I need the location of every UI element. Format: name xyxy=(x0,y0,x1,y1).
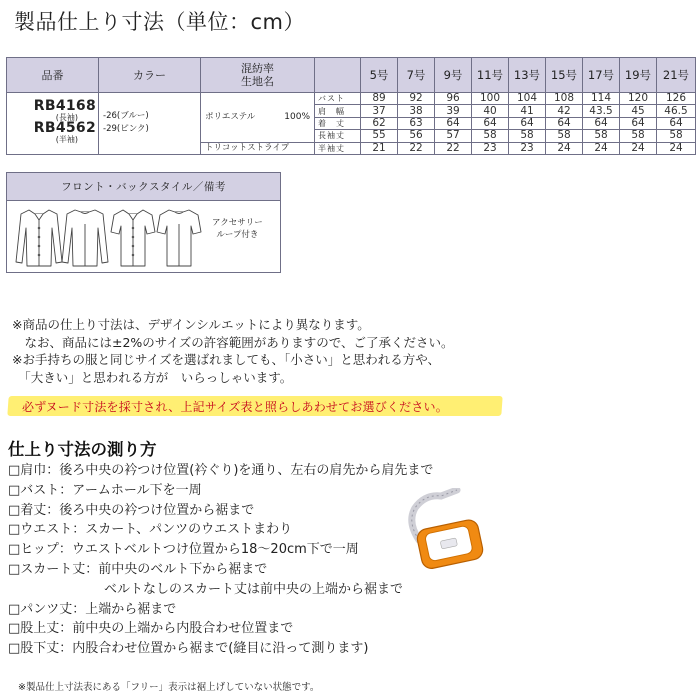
product-sub: (長袖) xyxy=(55,113,78,123)
size-value: 41 xyxy=(509,105,546,117)
size-header: 5号 xyxy=(361,58,398,93)
list-item: ベルトなしのスカート丈は前中央の上端から裾まで xyxy=(104,581,404,597)
size-value: 37 xyxy=(361,105,398,117)
accessory-note-line2: ループ付き xyxy=(216,230,259,240)
material-percent: 100% xyxy=(284,111,310,122)
product-code: RB4168 xyxy=(33,98,96,115)
size-value: 38 xyxy=(398,105,435,117)
measurement-guide-title: 仕上り寸法の測り方 xyxy=(8,440,157,459)
longsleeve-back-icon xyxy=(62,210,108,266)
material-name: ポリエステル xyxy=(205,111,256,122)
product-code: RB4562 xyxy=(33,120,96,137)
size-value: 92 xyxy=(398,93,435,105)
size-header: 7号 xyxy=(398,58,435,93)
note-line: ※お手持ちの服と同じサイズを選ばれましても、「小さい」と思われる方や、 xyxy=(12,352,440,367)
product-cell xyxy=(7,93,99,155)
size-value: 57 xyxy=(435,130,472,142)
product-sub: (半袖) xyxy=(55,135,78,145)
size-value: 64 xyxy=(509,117,546,129)
size-value: 23 xyxy=(472,142,509,154)
size-table-header xyxy=(7,58,696,93)
size-value: 24 xyxy=(583,142,620,154)
list-item: □股下丈：内股合わせ位置から裾まで(縫目に沿って測ります) xyxy=(8,641,369,657)
size-value: 58 xyxy=(472,130,509,142)
list-item: □肩巾：後ろ中央の衿つけ位置(衿ぐり)を通り、左右の肩先から肩先まで xyxy=(8,463,434,478)
size-value: 58 xyxy=(657,130,696,142)
size-value: 100 xyxy=(472,93,509,105)
measurement-guide-list xyxy=(8,461,433,659)
size-value: 58 xyxy=(620,130,657,142)
footnote: ※製品仕上寸法表にある「フリー」表示は裾上げしていない状態です。 xyxy=(18,682,320,693)
measure-label: 長袖丈 xyxy=(315,130,361,142)
list-item: □着丈：後ろ中央の衿つけ位置から裾まで xyxy=(8,502,255,518)
size-value: 114 xyxy=(583,93,620,105)
table-row xyxy=(7,93,696,105)
page-title: 製品仕上り寸法（単位：cm） xyxy=(14,10,306,34)
size-value: 46.5 xyxy=(657,105,696,117)
tape-measure-icon xyxy=(405,488,485,578)
shortsleeve-front-icon xyxy=(111,210,155,266)
shirt-illustrations xyxy=(11,204,211,270)
front-back-header: フロント・バックスタイル／備考 xyxy=(7,173,280,201)
size-value: 64 xyxy=(620,117,657,129)
header-color: カラー xyxy=(99,58,201,93)
list-item: □ウエスト：スカート、パンツのウエストまわり xyxy=(8,522,293,538)
size-value: 24 xyxy=(657,142,696,154)
accessory-note xyxy=(212,217,263,241)
size-value: 64 xyxy=(435,117,472,129)
list-item: □股上丈：前中央の上端から内股合わせ位置まで xyxy=(8,621,294,637)
header-product: 品番 xyxy=(7,58,99,93)
size-value: 63 xyxy=(398,117,435,129)
measure-label: 肩 幅 xyxy=(315,105,361,117)
header-mix xyxy=(201,58,315,93)
front-back-style-box xyxy=(6,172,281,273)
size-header: 15号 xyxy=(546,58,583,93)
size-header: 17号 xyxy=(583,58,620,93)
header-mix-line2: 生地名 xyxy=(241,75,274,88)
shortsleeve-back-icon xyxy=(157,210,201,266)
size-value: 89 xyxy=(361,93,398,105)
size-value: 64 xyxy=(472,117,509,129)
size-value: 23 xyxy=(509,142,546,154)
size-value: 45 xyxy=(620,105,657,117)
size-value: 64 xyxy=(546,117,583,129)
size-header: 11号 xyxy=(472,58,509,93)
measure-label: 着 丈 xyxy=(315,117,361,129)
size-value: 96 xyxy=(435,93,472,105)
size-header: 9号 xyxy=(435,58,472,93)
size-value: 39 xyxy=(435,105,472,117)
fabric-cell: トリコットストライプ xyxy=(201,142,315,154)
list-item: □ヒップ：ウエストベルトつけ位置から18～20cm下で一周 xyxy=(8,542,359,558)
accessory-note-line1: アクセサリー xyxy=(212,218,263,228)
size-value: 43.5 xyxy=(583,105,620,117)
color-option: -26(ブルー) xyxy=(103,111,149,122)
size-value: 24 xyxy=(546,142,583,154)
size-value: 120 xyxy=(620,93,657,105)
size-value: 24 xyxy=(620,142,657,154)
size-header: 19号 xyxy=(620,58,657,93)
note-line: 「大きい」と思われる方が いらっしゃいます。 xyxy=(12,369,293,385)
measure-label: バスト xyxy=(315,93,361,105)
size-table xyxy=(6,57,696,155)
size-value: 42 xyxy=(546,105,583,117)
list-item: □スカート丈：前中央のベルト下から裾まで xyxy=(8,561,268,577)
size-value: 22 xyxy=(435,142,472,154)
front-back-body xyxy=(7,201,280,272)
size-value: 22 xyxy=(398,142,435,154)
measure-label: 半袖丈 xyxy=(315,142,361,154)
size-value: 58 xyxy=(546,130,583,142)
size-value: 58 xyxy=(509,130,546,142)
material-cell xyxy=(201,93,315,143)
notes xyxy=(12,316,454,386)
header-mix-line1: 混紡率 xyxy=(241,62,274,75)
list-item: □パンツ丈：上端から裾まで xyxy=(8,601,177,617)
color-option: -29(ピンク) xyxy=(103,124,149,135)
size-value: 56 xyxy=(398,130,435,142)
size-value: 64 xyxy=(583,117,620,129)
list-item: □バスト：アームホール下を一周 xyxy=(8,482,202,498)
size-value: 104 xyxy=(509,93,546,105)
size-value: 21 xyxy=(361,142,398,154)
size-value: 58 xyxy=(583,130,620,142)
note-line: ※商品の仕上り寸法は、デザインシルエットにより異なります。 xyxy=(12,317,370,332)
size-value: 55 xyxy=(361,130,398,142)
size-header: 21号 xyxy=(657,58,696,93)
size-value: 64 xyxy=(657,117,696,129)
header-measure xyxy=(315,58,361,93)
size-header: 13号 xyxy=(509,58,546,93)
size-value: 62 xyxy=(361,117,398,129)
color-cell xyxy=(99,93,201,155)
size-value: 40 xyxy=(472,105,509,117)
highlight-text: 必ずヌード寸法を採寸され、上記サイズ表と照らしあわせてお選びください。 xyxy=(22,400,448,414)
size-value: 126 xyxy=(657,93,696,105)
longsleeve-front-icon xyxy=(16,210,62,266)
note-line: なお、商品には±2%のサイズの許容範囲がありますので、ご了承ください。 xyxy=(12,334,454,350)
size-value: 108 xyxy=(546,93,583,105)
